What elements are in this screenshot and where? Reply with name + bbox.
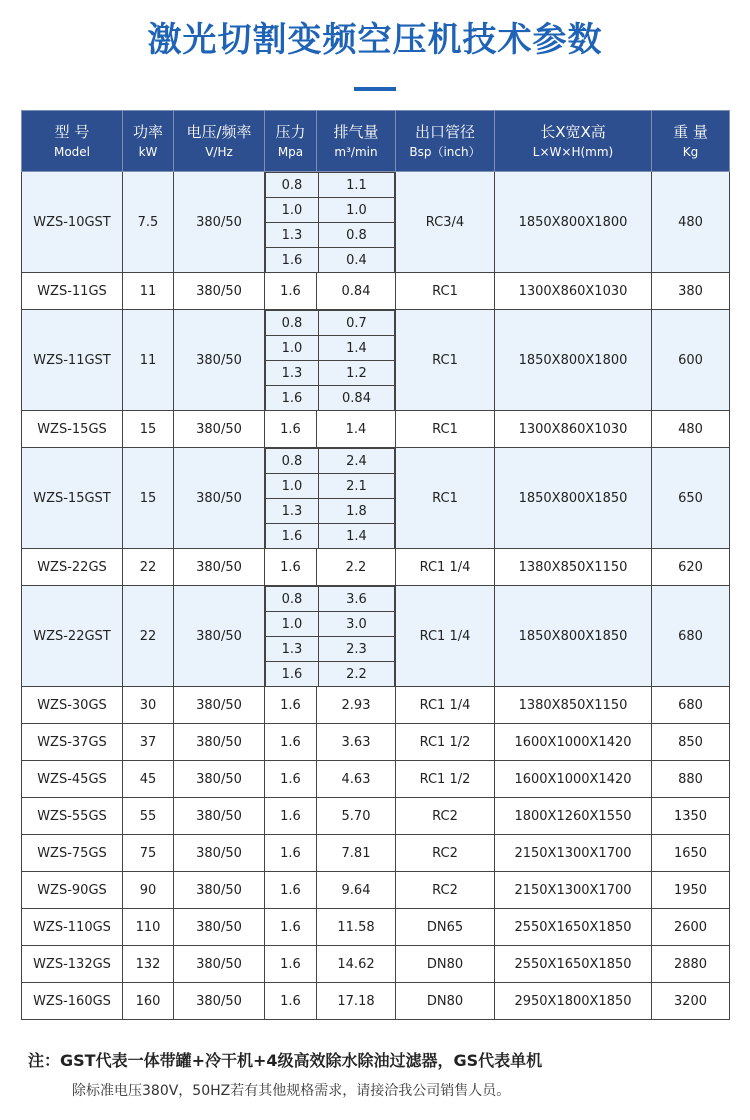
weight-cell: 480 xyxy=(652,172,730,273)
weight-cell: 2600 xyxy=(652,909,730,946)
voltage-cell: 380/50 xyxy=(174,909,265,946)
dimensions-cell: 2550X1650X1850 xyxy=(495,946,652,983)
dimensions-cell: 1600X1000X1420 xyxy=(495,724,652,761)
voltage-cell: 380/50 xyxy=(174,273,265,310)
note-line-1: 注：GST代表一体带罐+冷干机+4级高效除水除油过滤器，GS代表单机 xyxy=(28,1051,543,1070)
dimensions-cell: 1850X800X1800 xyxy=(495,310,652,411)
power-cell: 55 xyxy=(123,798,174,835)
dimensions-cell: 2550X1650X1850 xyxy=(495,909,652,946)
pressure-flow-subtable xyxy=(265,586,395,686)
weight-cell: 1950 xyxy=(652,872,730,909)
header-power: 功率 kW xyxy=(123,111,174,172)
pressure-flow-row xyxy=(266,198,395,223)
weight-cell: 600 xyxy=(652,310,730,411)
header-dimensions: 长X宽X高 L×W×H(mm) xyxy=(495,111,652,172)
voltage-cell: 380/50 xyxy=(174,983,265,1020)
model-cell: WZS-160GS xyxy=(22,983,123,1020)
voltage-cell: 380/50 xyxy=(174,724,265,761)
flow-cell: 3.63 xyxy=(317,724,396,761)
table-row xyxy=(22,909,730,946)
table-row xyxy=(22,586,730,687)
voltage-cell: 380/50 xyxy=(174,448,265,549)
pressure-cell: 1.3 xyxy=(266,223,319,248)
power-cell: 160 xyxy=(123,983,174,1020)
outlet-cell: RC1 xyxy=(396,448,495,549)
power-cell: 22 xyxy=(123,549,174,586)
weight-cell: 680 xyxy=(652,586,730,687)
voltage-cell: 380/50 xyxy=(174,872,265,909)
weight-cell: 2880 xyxy=(652,946,730,983)
pressure-flow-row xyxy=(266,587,395,612)
power-cell: 90 xyxy=(123,872,174,909)
outlet-cell: DN80 xyxy=(396,983,495,1020)
pressure-cell: 1.6 xyxy=(266,386,319,411)
flow-cell: 2.4 xyxy=(319,449,395,474)
table-row xyxy=(22,761,730,798)
flow-cell: 11.58 xyxy=(317,909,396,946)
weight-cell: 1350 xyxy=(652,798,730,835)
flow-cell: 2.2 xyxy=(319,662,395,687)
dimensions-cell: 1850X800X1850 xyxy=(495,448,652,549)
dimensions-cell: 1800X1260X1550 xyxy=(495,798,652,835)
weight-cell: 3200 xyxy=(652,983,730,1020)
flow-cell: 0.7 xyxy=(319,311,395,336)
pressure-flow-row xyxy=(266,499,395,524)
table-row xyxy=(22,310,730,411)
flow-cell: 4.63 xyxy=(317,761,396,798)
power-cell: 11 xyxy=(123,273,174,310)
pressure-cell: 1.6 xyxy=(266,248,319,273)
pressure-cell: 1.6 xyxy=(265,273,317,310)
flow-cell: 3.0 xyxy=(319,612,395,637)
voltage-cell: 380/50 xyxy=(174,172,265,273)
voltage-cell: 380/50 xyxy=(174,946,265,983)
voltage-cell: 380/50 xyxy=(174,835,265,872)
flow-cell: 1.4 xyxy=(319,524,395,549)
pressure-cell: 1.6 xyxy=(265,761,317,798)
pressure-cell: 0.8 xyxy=(266,587,319,612)
dimensions-cell: 1300X860X1030 xyxy=(495,411,652,448)
header-model: 型 号 Model xyxy=(22,111,123,172)
voltage-cell: 380/50 xyxy=(174,549,265,586)
flow-cell: 2.1 xyxy=(319,474,395,499)
power-cell: 15 xyxy=(123,411,174,448)
flow-cell: 3.6 xyxy=(319,587,395,612)
model-cell: WZS-55GS xyxy=(22,798,123,835)
flow-cell: 2.2 xyxy=(317,549,396,586)
power-cell: 11 xyxy=(123,310,174,411)
flow-cell: 1.1 xyxy=(319,173,395,198)
flow-cell: 2.93 xyxy=(317,687,396,724)
voltage-cell: 380/50 xyxy=(174,586,265,687)
pressure-cell: 1.6 xyxy=(265,798,317,835)
table-row xyxy=(22,273,730,310)
flow-cell: 0.84 xyxy=(317,273,396,310)
voltage-cell: 380/50 xyxy=(174,687,265,724)
outlet-cell: RC1 xyxy=(396,411,495,448)
outlet-cell: RC1 1/2 xyxy=(396,761,495,798)
pressure-flow-row xyxy=(266,612,395,637)
pressure-flow-row xyxy=(266,336,395,361)
weight-cell: 480 xyxy=(652,411,730,448)
weight-cell: 1650 xyxy=(652,835,730,872)
weight-cell: 650 xyxy=(652,448,730,549)
header-pressure: 压力 Mpa xyxy=(265,111,317,172)
pressure-cell: 1.6 xyxy=(265,687,317,724)
model-cell: WZS-132GS xyxy=(22,946,123,983)
pressure-cell: 1.6 xyxy=(265,549,317,586)
pressure-cell: 1.3 xyxy=(266,361,319,386)
outlet-cell: RC2 xyxy=(396,872,495,909)
pressure-flow-row xyxy=(266,311,395,336)
pressure-cell: 1.0 xyxy=(266,198,319,223)
power-cell: 37 xyxy=(123,724,174,761)
dimensions-cell: 1600X1000X1420 xyxy=(495,761,652,798)
pressure-flow-row xyxy=(266,449,395,474)
voltage-cell: 380/50 xyxy=(174,411,265,448)
outlet-cell: RC2 xyxy=(396,798,495,835)
dimensions-cell: 2950X1800X1850 xyxy=(495,983,652,1020)
table-row xyxy=(22,687,730,724)
model-cell: WZS-22GST xyxy=(22,586,123,687)
pressure-flow-row xyxy=(266,361,395,386)
pressure-flow-group xyxy=(265,172,396,273)
flow-cell: 0.4 xyxy=(319,248,395,273)
pressure-cell: 1.6 xyxy=(265,724,317,761)
outlet-cell: RC1 1/4 xyxy=(396,549,495,586)
flow-cell: 17.18 xyxy=(317,983,396,1020)
pressure-cell: 1.6 xyxy=(266,662,319,687)
model-cell: WZS-110GS xyxy=(22,909,123,946)
model-cell: WZS-11GS xyxy=(22,273,123,310)
model-cell: WZS-11GST xyxy=(22,310,123,411)
outlet-cell: RC1 1/4 xyxy=(396,586,495,687)
power-cell: 7.5 xyxy=(123,172,174,273)
weight-cell: 850 xyxy=(652,724,730,761)
header-voltage: 电压/频率 V/Hz xyxy=(174,111,265,172)
table-row xyxy=(22,946,730,983)
outlet-cell: DN65 xyxy=(396,909,495,946)
pressure-flow-row xyxy=(266,223,395,248)
power-cell: 22 xyxy=(123,586,174,687)
power-cell: 75 xyxy=(123,835,174,872)
voltage-cell: 380/50 xyxy=(174,310,265,411)
power-cell: 30 xyxy=(123,687,174,724)
dimensions-cell: 1850X800X1850 xyxy=(495,586,652,687)
outlet-cell: RC1 1/2 xyxy=(396,724,495,761)
spec-table xyxy=(21,110,730,1020)
pressure-cell: 0.8 xyxy=(266,311,319,336)
pressure-cell: 1.6 xyxy=(265,872,317,909)
power-cell: 110 xyxy=(123,909,174,946)
pressure-flow-row xyxy=(266,173,395,198)
pressure-cell: 1.6 xyxy=(265,835,317,872)
model-cell: WZS-75GS xyxy=(22,835,123,872)
model-cell: WZS-45GS xyxy=(22,761,123,798)
pressure-flow-row xyxy=(266,662,395,687)
table-row xyxy=(22,172,730,273)
power-cell: 15 xyxy=(123,448,174,549)
dimensions-cell: 2150X1300X1700 xyxy=(495,872,652,909)
pressure-cell: 1.6 xyxy=(265,946,317,983)
outlet-cell: DN80 xyxy=(396,946,495,983)
page-title: 激光切割变频空压机技术参数 xyxy=(147,20,603,60)
table-row xyxy=(22,835,730,872)
pressure-cell: 1.3 xyxy=(266,499,319,524)
weight-cell: 380 xyxy=(652,273,730,310)
flow-cell: 1.4 xyxy=(319,336,395,361)
pressure-cell: 1.6 xyxy=(265,909,317,946)
outlet-cell: RC1 xyxy=(396,310,495,411)
header-outlet: 出口管径 Bsp（inch） xyxy=(396,111,495,172)
pressure-flow-row xyxy=(266,637,395,662)
table-row xyxy=(22,411,730,448)
table-row xyxy=(22,549,730,586)
model-cell: WZS-30GS xyxy=(22,687,123,724)
flow-cell: 1.4 xyxy=(317,411,396,448)
pressure-cell: 1.3 xyxy=(266,637,319,662)
outlet-cell: RC2 xyxy=(396,835,495,872)
header-flow: 排气量 m³/min xyxy=(317,111,396,172)
model-cell: WZS-15GST xyxy=(22,448,123,549)
pressure-flow-group xyxy=(265,448,396,549)
table-header-row xyxy=(22,111,730,172)
flow-cell: 0.8 xyxy=(319,223,395,248)
model-cell: WZS-22GS xyxy=(22,549,123,586)
pressure-flow-subtable xyxy=(265,310,395,410)
outlet-cell: RC3/4 xyxy=(396,172,495,273)
table-row xyxy=(22,983,730,1020)
title-underline xyxy=(354,87,396,91)
flow-cell: 2.3 xyxy=(319,637,395,662)
pressure-cell: 1.6 xyxy=(265,411,317,448)
weight-cell: 680 xyxy=(652,687,730,724)
flow-cell: 1.8 xyxy=(319,499,395,524)
pressure-flow-row xyxy=(266,524,395,549)
model-cell: WZS-10GST xyxy=(22,172,123,273)
note-line-2: 除标准电压380V，50HZ若有其他规格需求，请接洽我公司销售人员。 xyxy=(72,1083,511,1099)
pressure-flow-subtable xyxy=(265,172,395,272)
voltage-cell: 380/50 xyxy=(174,798,265,835)
weight-cell: 880 xyxy=(652,761,730,798)
dimensions-cell: 1300X860X1030 xyxy=(495,273,652,310)
pressure-flow-row xyxy=(266,474,395,499)
table-row xyxy=(22,448,730,549)
pressure-cell: 0.8 xyxy=(266,173,319,198)
flow-cell: 5.70 xyxy=(317,798,396,835)
pressure-flow-row xyxy=(266,386,395,411)
flow-cell: 7.81 xyxy=(317,835,396,872)
pressure-flow-group xyxy=(265,586,396,687)
outlet-cell: RC1 xyxy=(396,273,495,310)
model-cell: WZS-15GS xyxy=(22,411,123,448)
pressure-flow-subtable xyxy=(265,448,395,548)
pressure-cell: 1.0 xyxy=(266,612,319,637)
table-row xyxy=(22,872,730,909)
weight-cell: 620 xyxy=(652,549,730,586)
table-row xyxy=(22,724,730,761)
dimensions-cell: 1850X800X1800 xyxy=(495,172,652,273)
power-cell: 132 xyxy=(123,946,174,983)
power-cell: 45 xyxy=(123,761,174,798)
pressure-cell: 1.0 xyxy=(266,474,319,499)
model-cell: WZS-90GS xyxy=(22,872,123,909)
header-weight: 重 量 Kg xyxy=(652,111,730,172)
model-cell: WZS-37GS xyxy=(22,724,123,761)
voltage-cell: 380/50 xyxy=(174,761,265,798)
pressure-cell: 1.6 xyxy=(265,983,317,1020)
outlet-cell: RC1 1/4 xyxy=(396,687,495,724)
pressure-cell: 1.6 xyxy=(266,524,319,549)
dimensions-cell: 1380X850X1150 xyxy=(495,687,652,724)
flow-cell: 9.64 xyxy=(317,872,396,909)
dimensions-cell: 1380X850X1150 xyxy=(495,549,652,586)
dimensions-cell: 2150X1300X1700 xyxy=(495,835,652,872)
pressure-flow-row xyxy=(266,248,395,273)
table-row xyxy=(22,798,730,835)
pressure-cell: 1.0 xyxy=(266,336,319,361)
flow-cell: 1.2 xyxy=(319,361,395,386)
pressure-cell: 0.8 xyxy=(266,449,319,474)
pressure-flow-group xyxy=(265,310,396,411)
flow-cell: 1.0 xyxy=(319,198,395,223)
flow-cell: 0.84 xyxy=(319,386,395,411)
flow-cell: 14.62 xyxy=(317,946,396,983)
